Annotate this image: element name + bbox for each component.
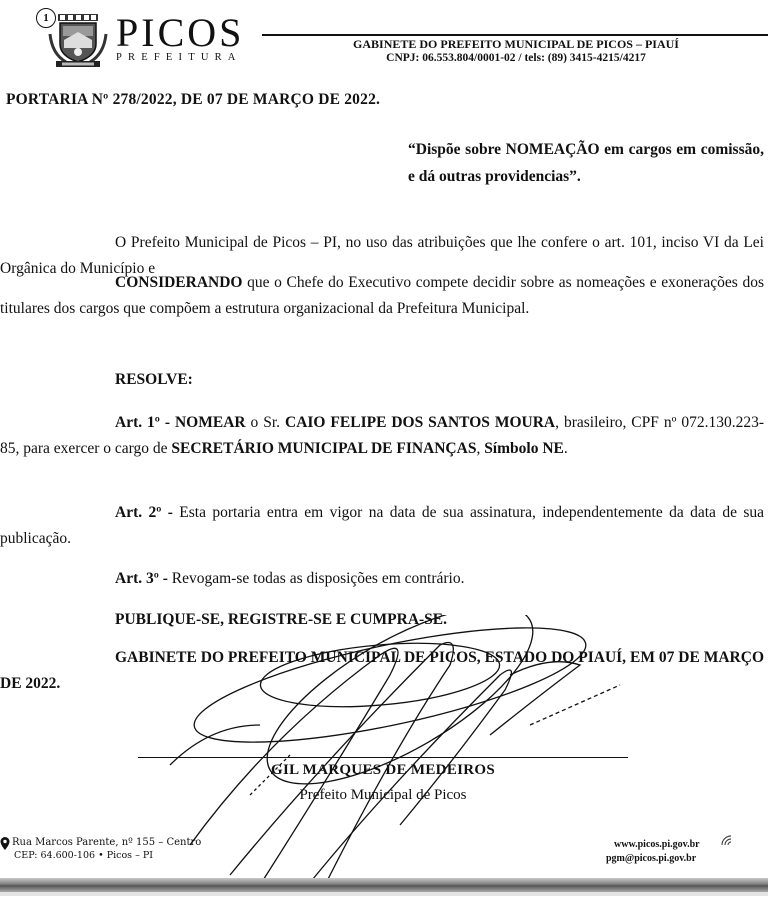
handwritten-signature — [150, 615, 630, 905]
article-1-label: Art. 1º - NOMEAR — [115, 414, 246, 431]
appointed-role: SECRETÁRIO MUNICIPAL DE FINANÇAS — [171, 440, 477, 457]
article-3 — [0, 566, 764, 592]
appointee-name: CAIO FELIPE DOS SANTOS MOURA — [285, 414, 556, 431]
brand-subtitle: PREFEITURA — [116, 52, 242, 63]
resolve-heading: RESOLVE: — [115, 371, 193, 388]
document-title: PORTARIA Nº 278/2022, DE 07 DE MARÇO DE 2022. — [6, 91, 381, 108]
article-2-label: Art. 2º - — [115, 504, 173, 521]
footer-address: Rua Marcos Parente, nº 155 – Centro — [12, 837, 202, 848]
considering-paragraph — [0, 270, 764, 322]
closing-text: GABINETE DO PREFEITO MUNICIPAL DE PICOS, ESTADO DO PIAUÍ, EM 07 DE MARÇO DE 2022. — [0, 649, 764, 692]
footer-email[interactable]: pgm@picos.pi.gov.br — [606, 853, 697, 864]
article-1-text-a: o Sr. — [245, 414, 285, 431]
article-1-text-d: . — [563, 440, 568, 457]
article-1-text-b: , brasileiro, CPF nº 072.130.223-85, para exercer o cargo de — [0, 414, 764, 457]
location-pin-icon — [0, 837, 10, 850]
city-coat-of-arms-icon — [48, 14, 108, 68]
article-1-text-c: , — [476, 440, 485, 457]
brand-name: PICOS — [116, 10, 245, 55]
cnpj-contact: CNPJ: 06.553.804/0001-02 / tels: (89) 3415-4215/4217 — [386, 52, 646, 64]
preamble-text: O Prefeito Municipal de Picos – PI, no uso das atribuições que lhe confere o art. 101, inciso VI da Lei Orgânica do Município e — [0, 234, 764, 277]
page-number: 1 — [36, 8, 56, 28]
signer-name: GIL MARQUES DE MEDEIROS — [270, 762, 496, 778]
brand-logo-text — [116, 10, 245, 63]
office-name: GABINETE DO PREFEITO MUNICIPAL DE PICOS – PIAUÍ — [353, 37, 679, 51]
publish-text: PUBLIQUE-SE, REGISTRE-SE E CUMPRA-SE. — [115, 611, 448, 628]
considering-label: CONSIDERANDO — [115, 274, 243, 291]
considering-text: que o Chefe do Executivo compete decidir sobre as nomeações e exonerações dos titulares dos cargos que compõem a estrutura organizacional da Prefeitura Municipal. — [0, 274, 764, 317]
article-2-text: Esta portaria entra em vigor na data de sua assinatura, independentemente da data de sua publicação. — [0, 504, 764, 547]
article-3-text: Revogam-se todas as disposições em contrário. — [167, 570, 465, 587]
footer-website[interactable]: www.picos.pi.gov.br — [614, 839, 700, 850]
article-3-label: Art. 3º - — [115, 570, 168, 587]
footer-postal: CEP: 64.600-106 • Picos – PI — [14, 850, 153, 861]
footer-band — [0, 878, 768, 892]
footer-band-light — [0, 892, 768, 896]
wifi-signal-icon — [720, 834, 734, 846]
signer-title: Prefeito Municipal de Picos — [299, 787, 467, 803]
article-1 — [0, 410, 764, 462]
header-divider — [262, 34, 768, 36]
article-2 — [0, 500, 764, 552]
role-symbol: Símbolo NE — [484, 440, 564, 457]
document-summary: “Dispõe sobre NOMEAÇÃO em cargos em comissão, e dá outras providencias”. — [408, 141, 764, 185]
